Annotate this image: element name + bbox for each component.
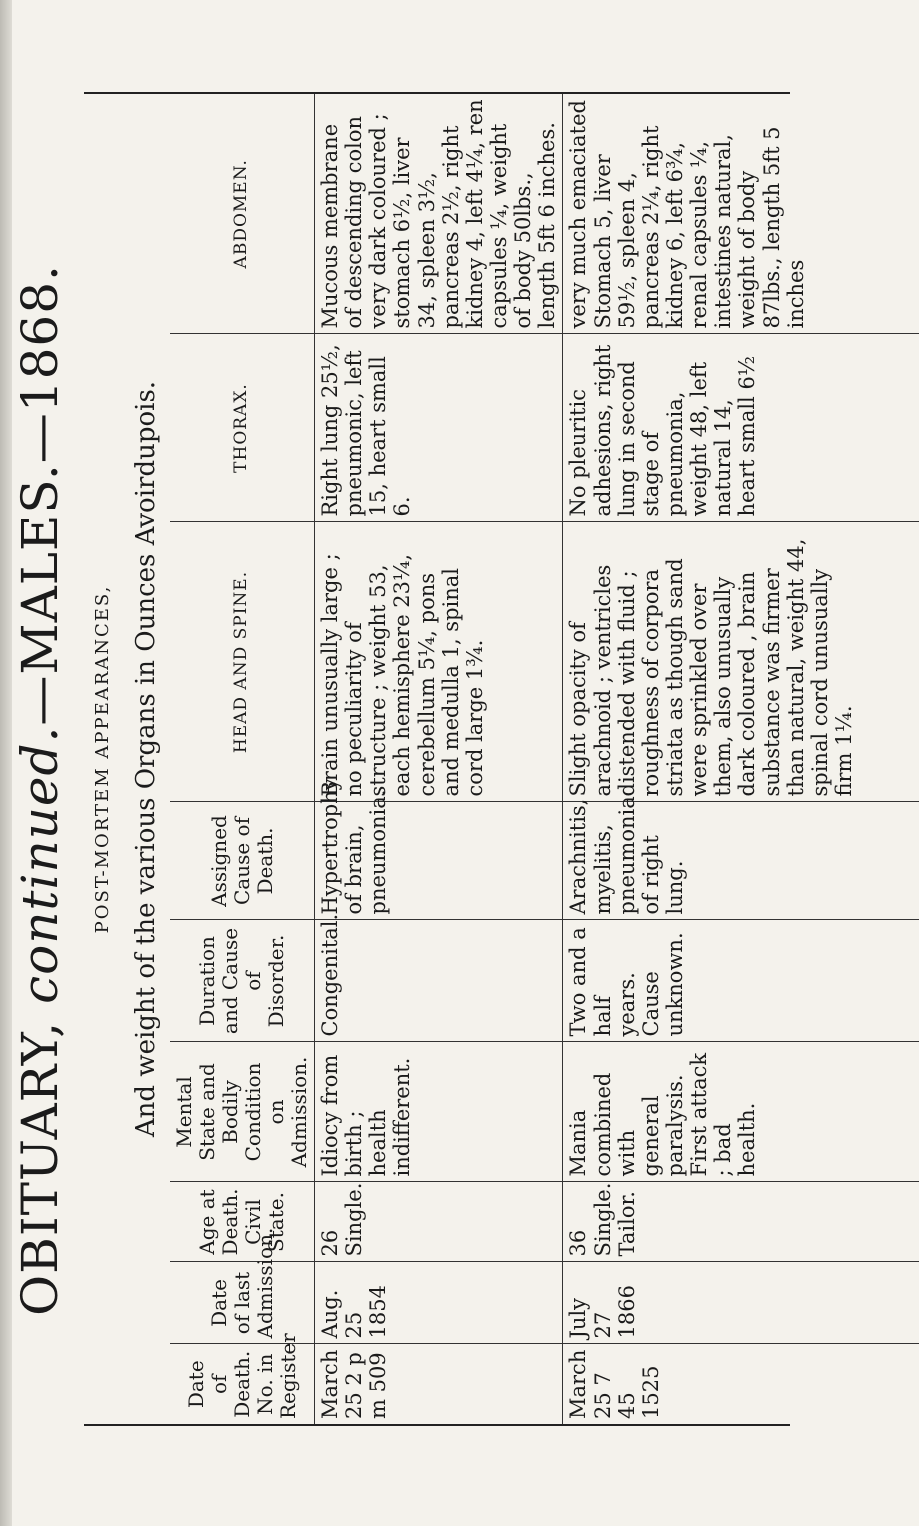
cell-head-and-spine: Brain unusually large ; no peculiarity of structure ; weight 53, each hemisphere 23¼, cerebellum 5¼, pons and medulla 1, spinal cord large 1¾. — [315, 522, 563, 802]
cell-abdomen: Mucous membrane of descending colon very dark coloured ; stomach 6½, liver 34, spleen 3½, pancreas 2½, right kidney 4, left 4¼, ren capsules ¼, weight of body 50lbs., length 5ft 6 inches. — [315, 94, 563, 334]
header-date-of-death: Date of Death. No. in Register — [170, 1344, 315, 1424]
obituary-table-page — [84, 92, 856, 1426]
cell-duration: Congenital. — [315, 920, 563, 1042]
obituary-table — [170, 94, 919, 1424]
rotated-table-frame — [84, 94, 856, 1424]
cell-date-of-admission: Aug. 25 1854 — [315, 1262, 563, 1344]
header-row — [170, 94, 315, 1424]
cell-assigned-cause: Arachnitis, myelitis, pneumonia of right lung. — [563, 802, 919, 920]
cell-thorax: Right lung 25½, pneumonic, left 15, heart small 6. — [315, 334, 563, 522]
running-title-italic: continued. — [11, 725, 69, 1004]
running-title — [0, 0, 80, 1526]
header-abdomen: ABDOMEN. — [170, 94, 315, 334]
header-assigned-cause: Assigned Cause of Death. — [170, 802, 315, 920]
cell-age: 36 Single. Tailor. — [563, 1182, 919, 1262]
table-row — [563, 94, 919, 1424]
caption-main: POST-MORTEM APPEARANCES, — [92, 584, 113, 934]
cell-duration: Two and a half years. Cause unknown. — [563, 920, 919, 1042]
cell-thorax: No pleuritic adhesions, right lung in second stage of pneumonia, weight 48, left natural 14, heart small 6½ — [563, 334, 919, 522]
header-head-and-spine: HEAD AND SPINE. — [170, 522, 315, 802]
cell-mental-state: Mania combined with general paralysis. First attack ; bad health. — [563, 1042, 919, 1182]
caption-sub: And weight of the various Organs in Ounces Avoirdupois. — [131, 380, 161, 1138]
running-title-rest: —MALES.—1868. — [11, 264, 69, 726]
running-title-main: OBITUARY, — [11, 1020, 69, 1316]
cell-date-of-death: March 25 7 45 1525 — [566, 1349, 663, 1419]
cell-date-of-admission: July 27 1866 — [563, 1262, 919, 1344]
header-duration: Duration and Cause of Disorder. — [170, 920, 315, 1042]
header-mental-state: Mental State and Bodily Condition on Admission. — [170, 1042, 315, 1182]
header-thorax: THORAX. — [170, 334, 315, 522]
cell-head-and-spine: Slight opacity of arachnoid ; ventricles distended with fluid ; roughness of corpora striata as though sand were sprinkled over them, also unusually dark coloured , brain substance was firmer than natural, weight 44, spinal cord unusually firm 1¼. — [563, 522, 919, 802]
cell-mental-state: Idiocy from birth ; health indifferent. — [315, 1042, 563, 1182]
header-age: Age at Death. Civil State. — [170, 1182, 315, 1262]
cell-assigned-cause: Hypertrophy of brain, pneumonia. — [315, 802, 563, 920]
cell-age: 26 Single. — [315, 1182, 563, 1262]
cell-abdomen: very much emaciated Stomach 5, liver 59½, spleen 4, pancreas 2¼, right kidney 6, left 6¾, renal capsules ¼, intestines natural, weight of body 87lbs., length 5ft 5 inches — [563, 94, 919, 334]
table-row — [315, 94, 563, 1424]
cell-date-of-death: March 25 2 p m 509 — [315, 1344, 563, 1424]
header-date-of-admission: Date of last Admission. — [170, 1262, 315, 1344]
